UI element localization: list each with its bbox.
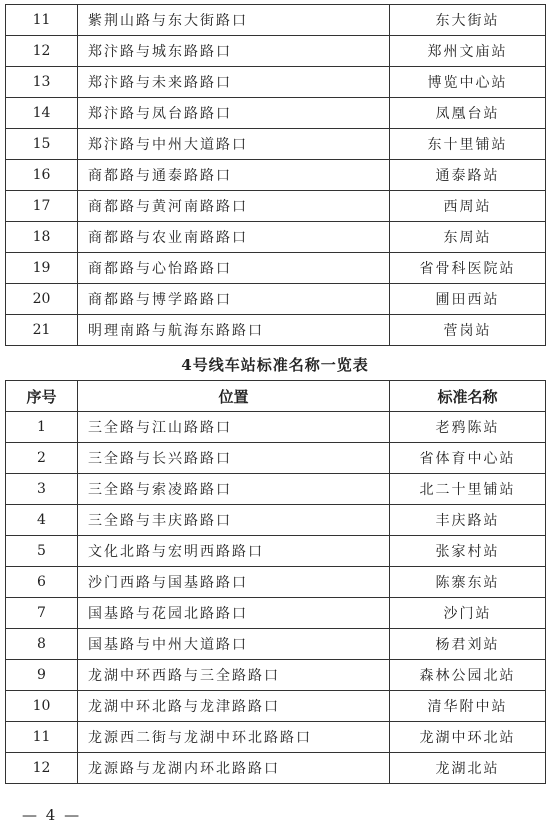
row-station-name: 省体育中心站 (390, 443, 546, 474)
row-station-name: 清华附中站 (390, 691, 546, 722)
row-number: 11 (6, 5, 78, 36)
row-number: 7 (6, 598, 78, 629)
row-location: 商都路与农业南路路口 (78, 222, 390, 253)
table-row (6, 629, 546, 660)
header-row (6, 381, 546, 412)
row-number: 17 (6, 191, 78, 222)
table-row (6, 660, 546, 691)
row-number: 4 (6, 505, 78, 536)
row-station-name: 东周站 (390, 222, 546, 253)
row-station-name: 凤凰台站 (390, 98, 546, 129)
row-number: 16 (6, 160, 78, 191)
row-station-name: 陈寨东站 (390, 567, 546, 598)
row-location: 郑汴路与城东路路口 (78, 36, 390, 67)
row-station-name: 丰庆路站 (390, 505, 546, 536)
row-number: 19 (6, 253, 78, 284)
row-location: 三全路与丰庆路路口 (78, 505, 390, 536)
row-location: 商都路与黄河南路路口 (78, 191, 390, 222)
table-body (6, 412, 546, 784)
row-station-name: 菅岗站 (390, 315, 546, 346)
row-location: 文化北路与宏明西路路口 (78, 536, 390, 567)
row-station-name: 通泰路站 (390, 160, 546, 191)
table-header (6, 381, 546, 412)
row-station-name: 西周站 (390, 191, 546, 222)
row-number: 1 (6, 412, 78, 443)
column-header-name: 标准名称 (390, 381, 546, 412)
row-location: 紫荆山路与东大街路口 (78, 5, 390, 36)
row-location: 三全路与江山路路口 (78, 412, 390, 443)
row-station-name: 圃田西站 (390, 284, 546, 315)
row-number: 12 (6, 36, 78, 67)
row-station-name: 张家村站 (390, 536, 546, 567)
row-location: 龙源路与龙湖内环北路路口 (78, 753, 390, 784)
row-location: 明理南路与航海东路路口 (78, 315, 390, 346)
table-row (6, 98, 546, 129)
row-number: 5 (6, 536, 78, 567)
table-row (6, 129, 546, 160)
table-row (6, 412, 546, 443)
table-row (6, 191, 546, 222)
table-row (6, 222, 546, 253)
row-station-name: 森林公园北站 (390, 660, 546, 691)
row-location: 郑汴路与中州大道路口 (78, 129, 390, 160)
row-location: 龙源西二街与龙湖中环北路路口 (78, 722, 390, 753)
table-row (6, 536, 546, 567)
column-header-number: 序号 (6, 381, 78, 412)
table-row (6, 253, 546, 284)
table-row (6, 598, 546, 629)
row-number: 9 (6, 660, 78, 691)
row-number: 6 (6, 567, 78, 598)
row-location: 三全路与索凌路路口 (78, 474, 390, 505)
table-row (6, 315, 546, 346)
row-station-name: 老鸦陈站 (390, 412, 546, 443)
table-row (6, 36, 546, 67)
table-row (6, 160, 546, 191)
page-number: — 4 — (22, 806, 82, 824)
station-table-line3-continued (5, 4, 546, 346)
row-location: 商都路与心怡路路口 (78, 253, 390, 284)
row-number: 10 (6, 691, 78, 722)
row-station-name: 北二十里铺站 (390, 474, 546, 505)
row-station-name: 杨君刘站 (390, 629, 546, 660)
row-number: 20 (6, 284, 78, 315)
row-number: 21 (6, 315, 78, 346)
row-station-name: 龙湖中环北站 (390, 722, 546, 753)
row-location: 国基路与中州大道路口 (78, 629, 390, 660)
table-row (6, 443, 546, 474)
row-location: 龙湖中环北路与龙津路路口 (78, 691, 390, 722)
table-row (6, 5, 546, 36)
row-station-name: 沙门站 (390, 598, 546, 629)
station-table-line4 (5, 380, 546, 784)
table-row (6, 505, 546, 536)
row-station-name: 郑州文庙站 (390, 36, 546, 67)
table-row (6, 284, 546, 315)
row-location: 郑汴路与未来路路口 (78, 67, 390, 98)
row-number: 18 (6, 222, 78, 253)
table-row (6, 567, 546, 598)
row-station-name: 东十里铺站 (390, 129, 546, 160)
row-location: 郑汴路与凤台路路口 (78, 98, 390, 129)
row-number: 11 (6, 722, 78, 753)
table-row (6, 67, 546, 98)
table-body (6, 5, 546, 346)
row-number: 8 (6, 629, 78, 660)
row-location: 三全路与长兴路路口 (78, 443, 390, 474)
row-number: 12 (6, 753, 78, 784)
row-location: 国基路与花园北路路口 (78, 598, 390, 629)
column-header-location: 位置 (78, 381, 390, 412)
table-row (6, 722, 546, 753)
row-station-name: 博览中心站 (390, 67, 546, 98)
row-location: 商都路与通泰路路口 (78, 160, 390, 191)
row-number: 14 (6, 98, 78, 129)
row-location: 龙湖中环西路与三全路路口 (78, 660, 390, 691)
row-location: 商都路与博学路路口 (78, 284, 390, 315)
table-row (6, 753, 546, 784)
row-number: 3 (6, 474, 78, 505)
row-station-name: 东大街站 (390, 5, 546, 36)
row-number: 2 (6, 443, 78, 474)
row-number: 15 (6, 129, 78, 160)
row-location: 沙门西路与国基路路口 (78, 567, 390, 598)
row-station-name: 省骨科医院站 (390, 253, 546, 284)
table-row (6, 691, 546, 722)
table-row (6, 474, 546, 505)
row-number: 13 (6, 67, 78, 98)
table-title: 4号线车站标准名称一览表 (181, 356, 369, 374)
row-station-name: 龙湖北站 (390, 753, 546, 784)
